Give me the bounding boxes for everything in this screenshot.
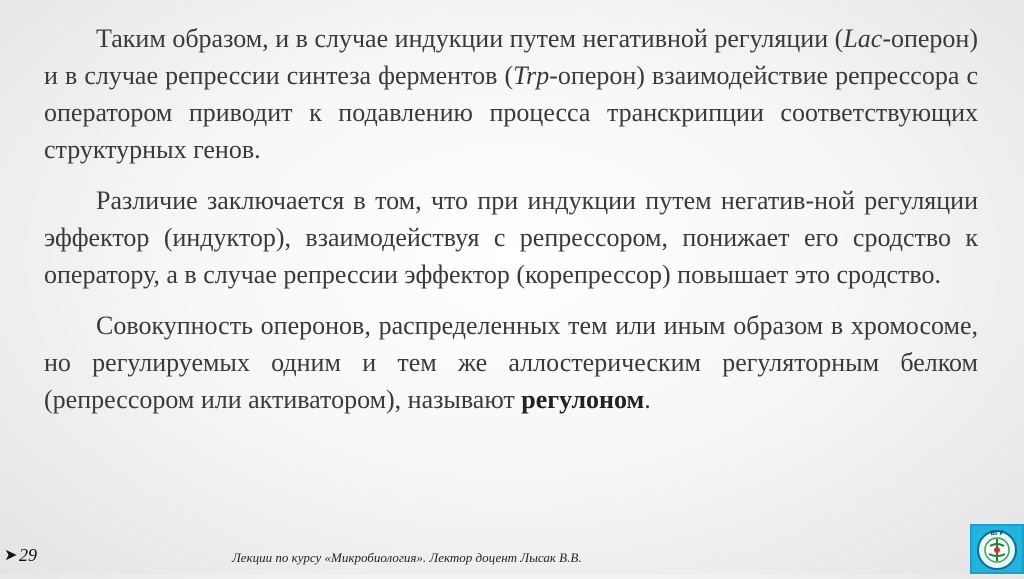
slide-number: 29 <box>19 545 37 565</box>
university-emblem-icon <box>970 524 1024 574</box>
p1-text-1: Таким образом, и в случае индукции путем негативной регуляции ( <box>96 24 844 53</box>
paragraph-effector-difference <box>44 182 978 293</box>
footer-lecture-text: Лекции по курсу «Микробиология». Лектор доцент Лысак В.В. <box>232 550 582 565</box>
p1-text-3: -оперон) взаимодействие репрессора с оператором приводит к подавлению процесса транскрипции соответствующих структурных генов. <box>44 61 978 164</box>
p3-end: . <box>644 385 651 414</box>
paragraph-operon-regulation <box>44 20 978 168</box>
p3-text: Совокупность оперонов, распределенных тем или иным образом в хромосоме, но регулируемых одним и тем же аллостерическим регуляторным белком (репрессором или активатором), называют <box>44 311 978 414</box>
p1-text-2: -оперон) и в случае репрессии синтеза ферментов ( <box>44 24 978 90</box>
logo-label: БГУ <box>990 530 1004 537</box>
regulon-term: регулоном <box>521 385 645 414</box>
paragraph-regulon-definition <box>44 307 978 418</box>
lac-operon-label: Lac <box>843 24 883 53</box>
p2-text: Различие заключается в том, что при индукции путем негатив-ной регуляции эффектор (индуктор), взаимодействуя с репрессором, понижает его сродство к оператору, а в случае репрессии эффектор (корепрессор) повышает это сродство. <box>44 186 978 289</box>
arrow-icon: ➤ <box>4 545 18 564</box>
slide-content <box>44 20 978 418</box>
trp-operon-label: Trp <box>513 61 550 90</box>
